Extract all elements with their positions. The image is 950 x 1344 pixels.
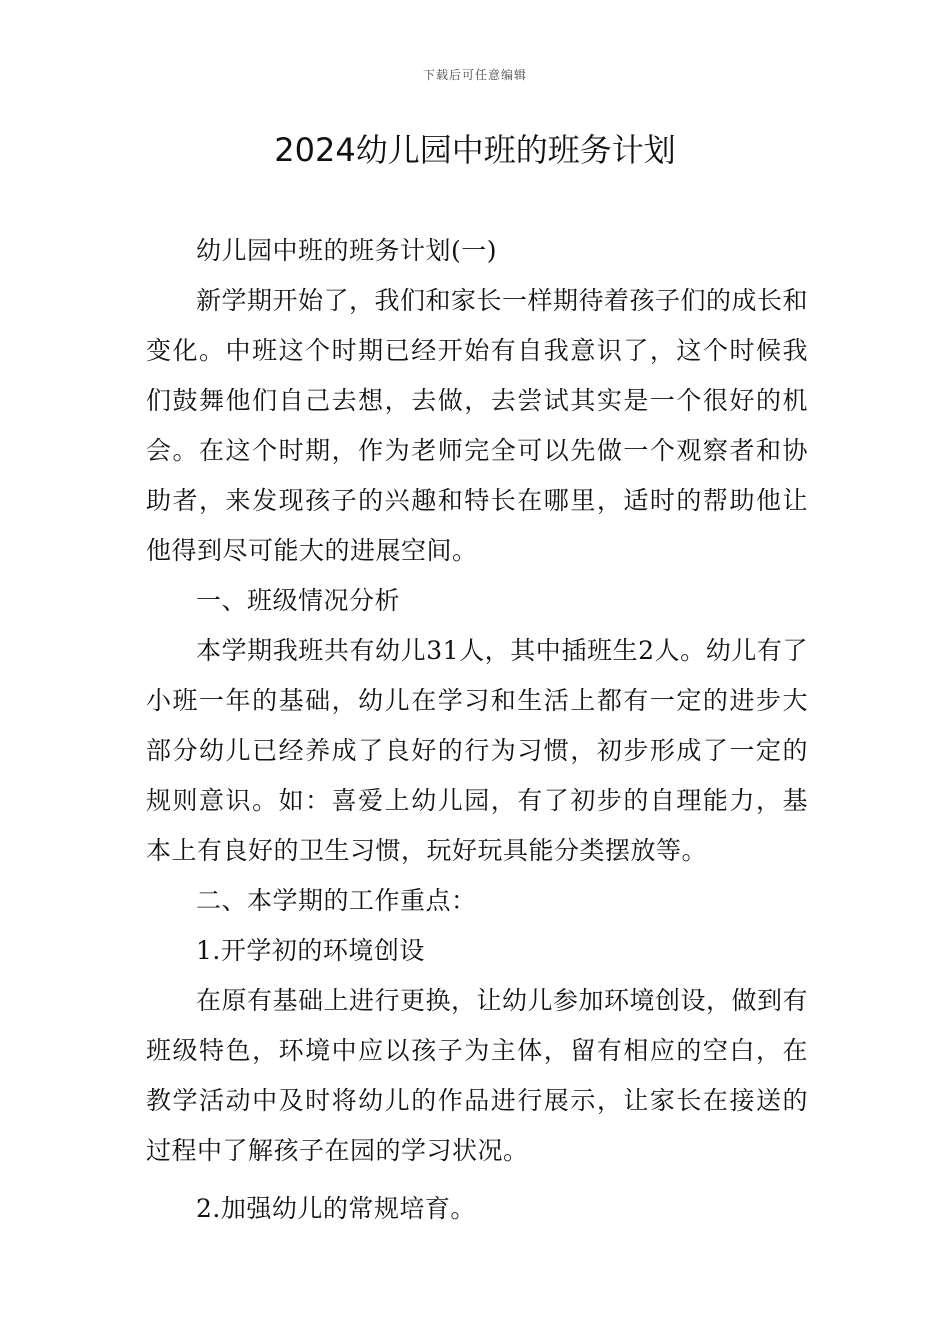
section-heading-work-focus: 二、本学期的工作重点： (196, 886, 477, 915)
class-analysis-paragraph: 本学期我班共有幼儿31人，其中插班生2人。幼儿有了小班一年的基础，幼儿在学习和生活上都有一定的进步大部分幼儿已经养成了良好的行为习惯，初步形成了一定的规则意识。如：喜爱上幼儿园，有了初步的自理能力，基本上有良好的卫生习惯，玩好玩具能分类摆放等。 (146, 636, 808, 865)
section-heading-class-analysis: 一、班级情况分析 (196, 586, 401, 615)
environment-paragraph: 在原有基础上进行更换，让幼儿参加环境创设，做到有班级特色，环境中应以孩子为主体，留有相应的空白，在教学活动中及时将幼儿的作品进行展示，让家长在接送的过程中了解孩子在园的学习状况。 (146, 986, 809, 1165)
header-note: 下载后可任意编辑 (422, 68, 527, 82)
document-body (146, 226, 808, 1234)
intro-paragraph: 新学期开始了，我们和家长一样期待着孩子们的成长和变化。中班这个时期已经开始有自我意识了，这个时候我们鼓舞他们自己去想，去做，去尝试其实是一个很好的机会。在这个时期，作为老师完全可以先做一个观察者和协助者，来发现孩子的兴趣和特长在哪里，适时的帮助他让他得到尽可能大的进展空间。 (146, 286, 809, 565)
subheading-routine-training: 2.加强幼儿的常规培育。 (196, 1194, 476, 1223)
document-title: 2024幼儿园中班的班务计划 (274, 131, 676, 169)
subheading-environment: 1.开学初的环境创设 (196, 936, 425, 965)
subtitle-paragraph: 幼儿园中班的班务计划(一) (196, 236, 498, 265)
